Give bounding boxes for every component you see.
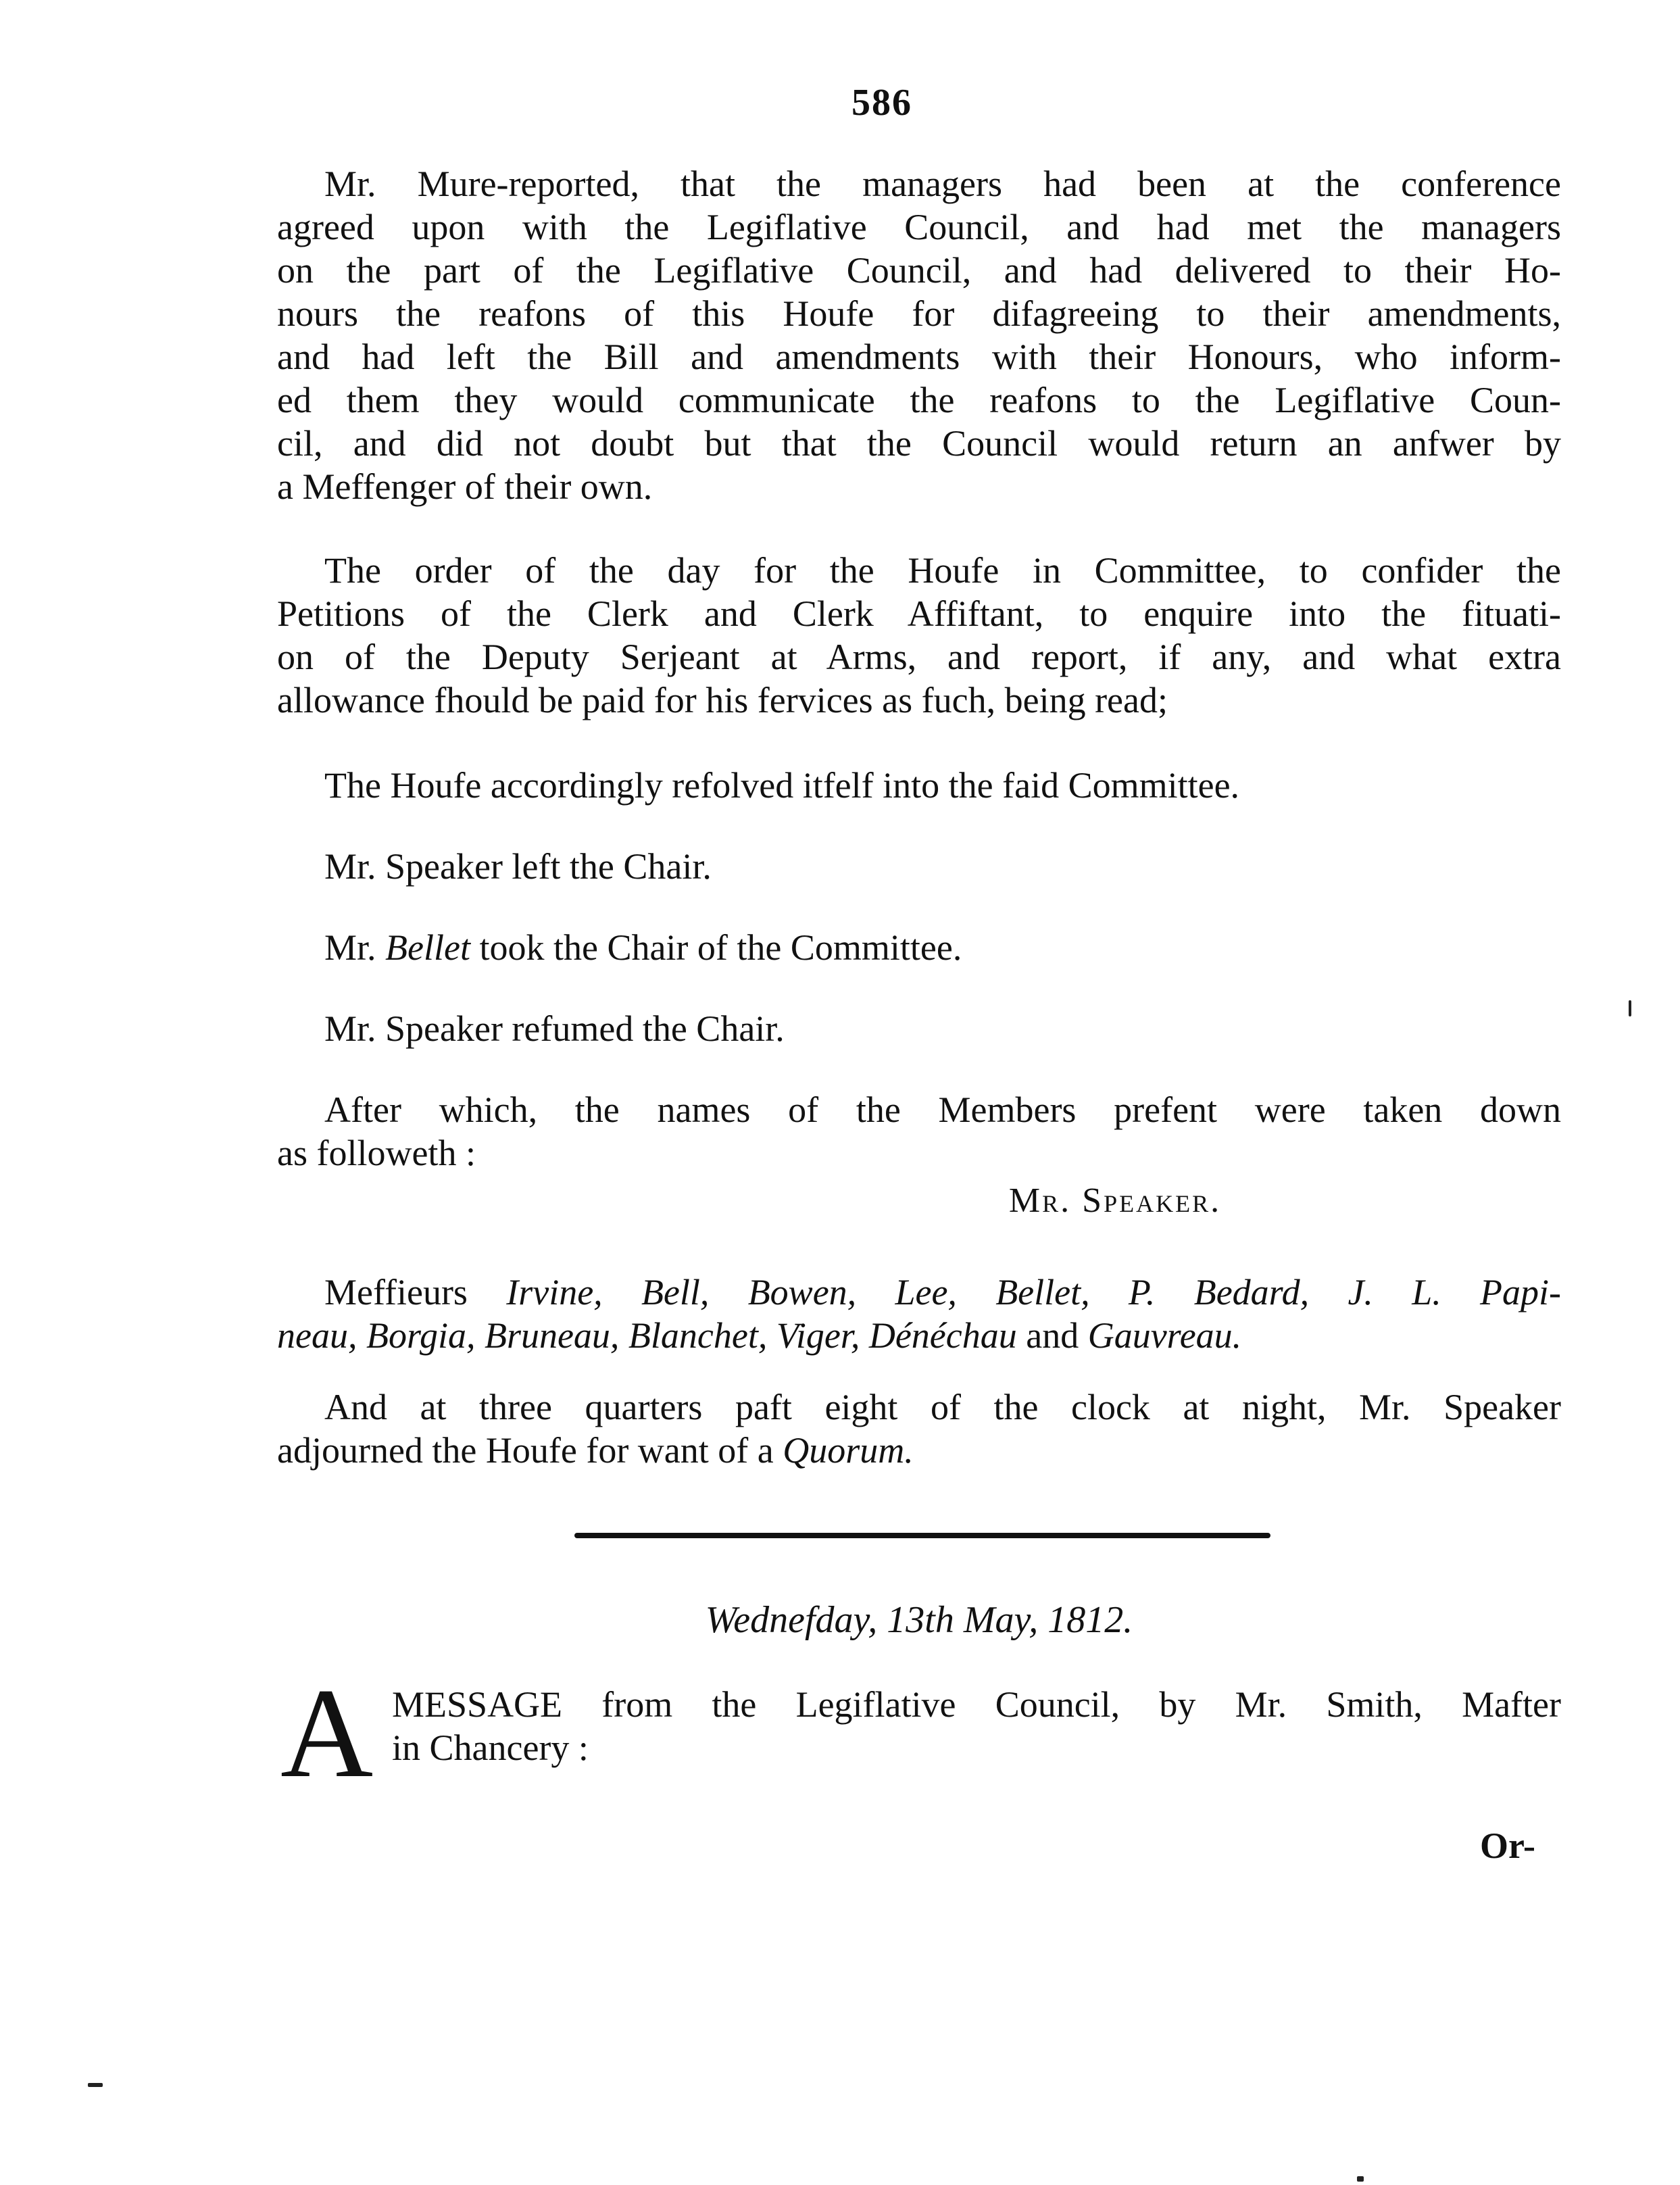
text-line: cil, and did not doubt but that the Council would return an anfwer by xyxy=(277,423,1561,464)
member-name: Bellet xyxy=(385,927,470,968)
line-speaker-resumed-chair: Mr. Speaker refumed the Chair. xyxy=(324,1008,785,1049)
text-line: a Meffenger of their own. xyxy=(277,466,653,507)
text-line: Mr. Mure-reported, that the managers had been at the conference xyxy=(324,164,1561,204)
text-fragment: and xyxy=(1016,1315,1088,1356)
text-line: nours the reafons of this Houfe for difagreeing to their amendments, xyxy=(277,293,1561,334)
drop-cap-letter: A xyxy=(280,1663,374,1805)
page-number: 586 xyxy=(851,82,912,124)
paragraph-members-present xyxy=(277,1088,1561,1175)
members-list xyxy=(277,1271,1561,1357)
text-line: And at three quarters paft eight of the clock at night, Mr. Speaker xyxy=(324,1387,1561,1427)
section-divider xyxy=(574,1533,1270,1538)
text-line: on the part of the Legiflative Council, and had delivered to their Ho- xyxy=(277,250,1561,291)
member-names: neau, Borgia, Bruneau, Blanchet, Viger, Dénéchau xyxy=(277,1315,1017,1356)
text-fragment: took the Chair of the Committee. xyxy=(470,927,962,968)
text-line xyxy=(277,1271,1561,1314)
date-heading: Wednefday, 13th May, 1812. xyxy=(705,1599,1133,1641)
text-line: After which, the names of the Members prefent were taken down xyxy=(324,1089,1561,1130)
text-fragment: Meffieurs xyxy=(324,1272,507,1312)
text-line: and had left the Bill and amendments with their Honours, who inform- xyxy=(277,337,1561,377)
speaker-heading: Mr. Speaker. xyxy=(1008,1181,1222,1220)
scan-speck xyxy=(1629,1000,1631,1016)
text-line xyxy=(277,1429,1561,1472)
paragraph-message xyxy=(392,1683,1561,1769)
line-house-resolved: The Houfe accordingly refolved itfelf into the faid Committee. xyxy=(324,765,1240,806)
text-line: allowance fhould be paid for his fervices as fuch, being read; xyxy=(277,680,1168,720)
text-fragment: Mr. xyxy=(324,927,386,968)
text-line: MESSAGE from the Legiflative Council, by Mr. Smith, Mafter xyxy=(392,1684,1561,1725)
scan-speck xyxy=(88,2083,103,2087)
text-line: ed them they would communicate the reafons to the Legiflative Coun- xyxy=(277,380,1561,420)
text-line: agreed upon with the Legiflative Council, and had met the managers xyxy=(277,207,1561,247)
paragraph-order-of-day xyxy=(277,549,1561,722)
line-bellet-took-chair xyxy=(324,926,962,969)
quorum-word: Quorum. xyxy=(783,1430,914,1471)
paragraph-adjourned xyxy=(277,1385,1561,1472)
line-speaker-left-chair: Mr. Speaker left the Chair. xyxy=(324,846,712,887)
text-line xyxy=(277,1314,1561,1357)
text-line: The order of the day for the Houfe in Committee, to confider the xyxy=(324,550,1561,591)
paragraph-managers-report xyxy=(277,162,1561,508)
member-names: Irvine, Bell, Bowen, Lee, Bellet, P. Bedard, J. L. Papi- xyxy=(506,1272,1561,1312)
text-line: in Chancery : xyxy=(392,1727,589,1768)
text-line: as followeth : xyxy=(277,1133,476,1173)
catchword: Or- xyxy=(1480,1825,1535,1866)
member-name: Gauvreau. xyxy=(1087,1315,1242,1356)
text-fragment: adjourned the Houfe for want of a xyxy=(277,1430,783,1471)
scan-speck xyxy=(1357,2176,1364,2182)
text-line: Petitions of the Clerk and Clerk Affiftant, to enquire into the fituati- xyxy=(277,593,1561,634)
text-line: on of the Deputy Serjeant at Arms, and report, if any, and what extra xyxy=(277,637,1561,677)
